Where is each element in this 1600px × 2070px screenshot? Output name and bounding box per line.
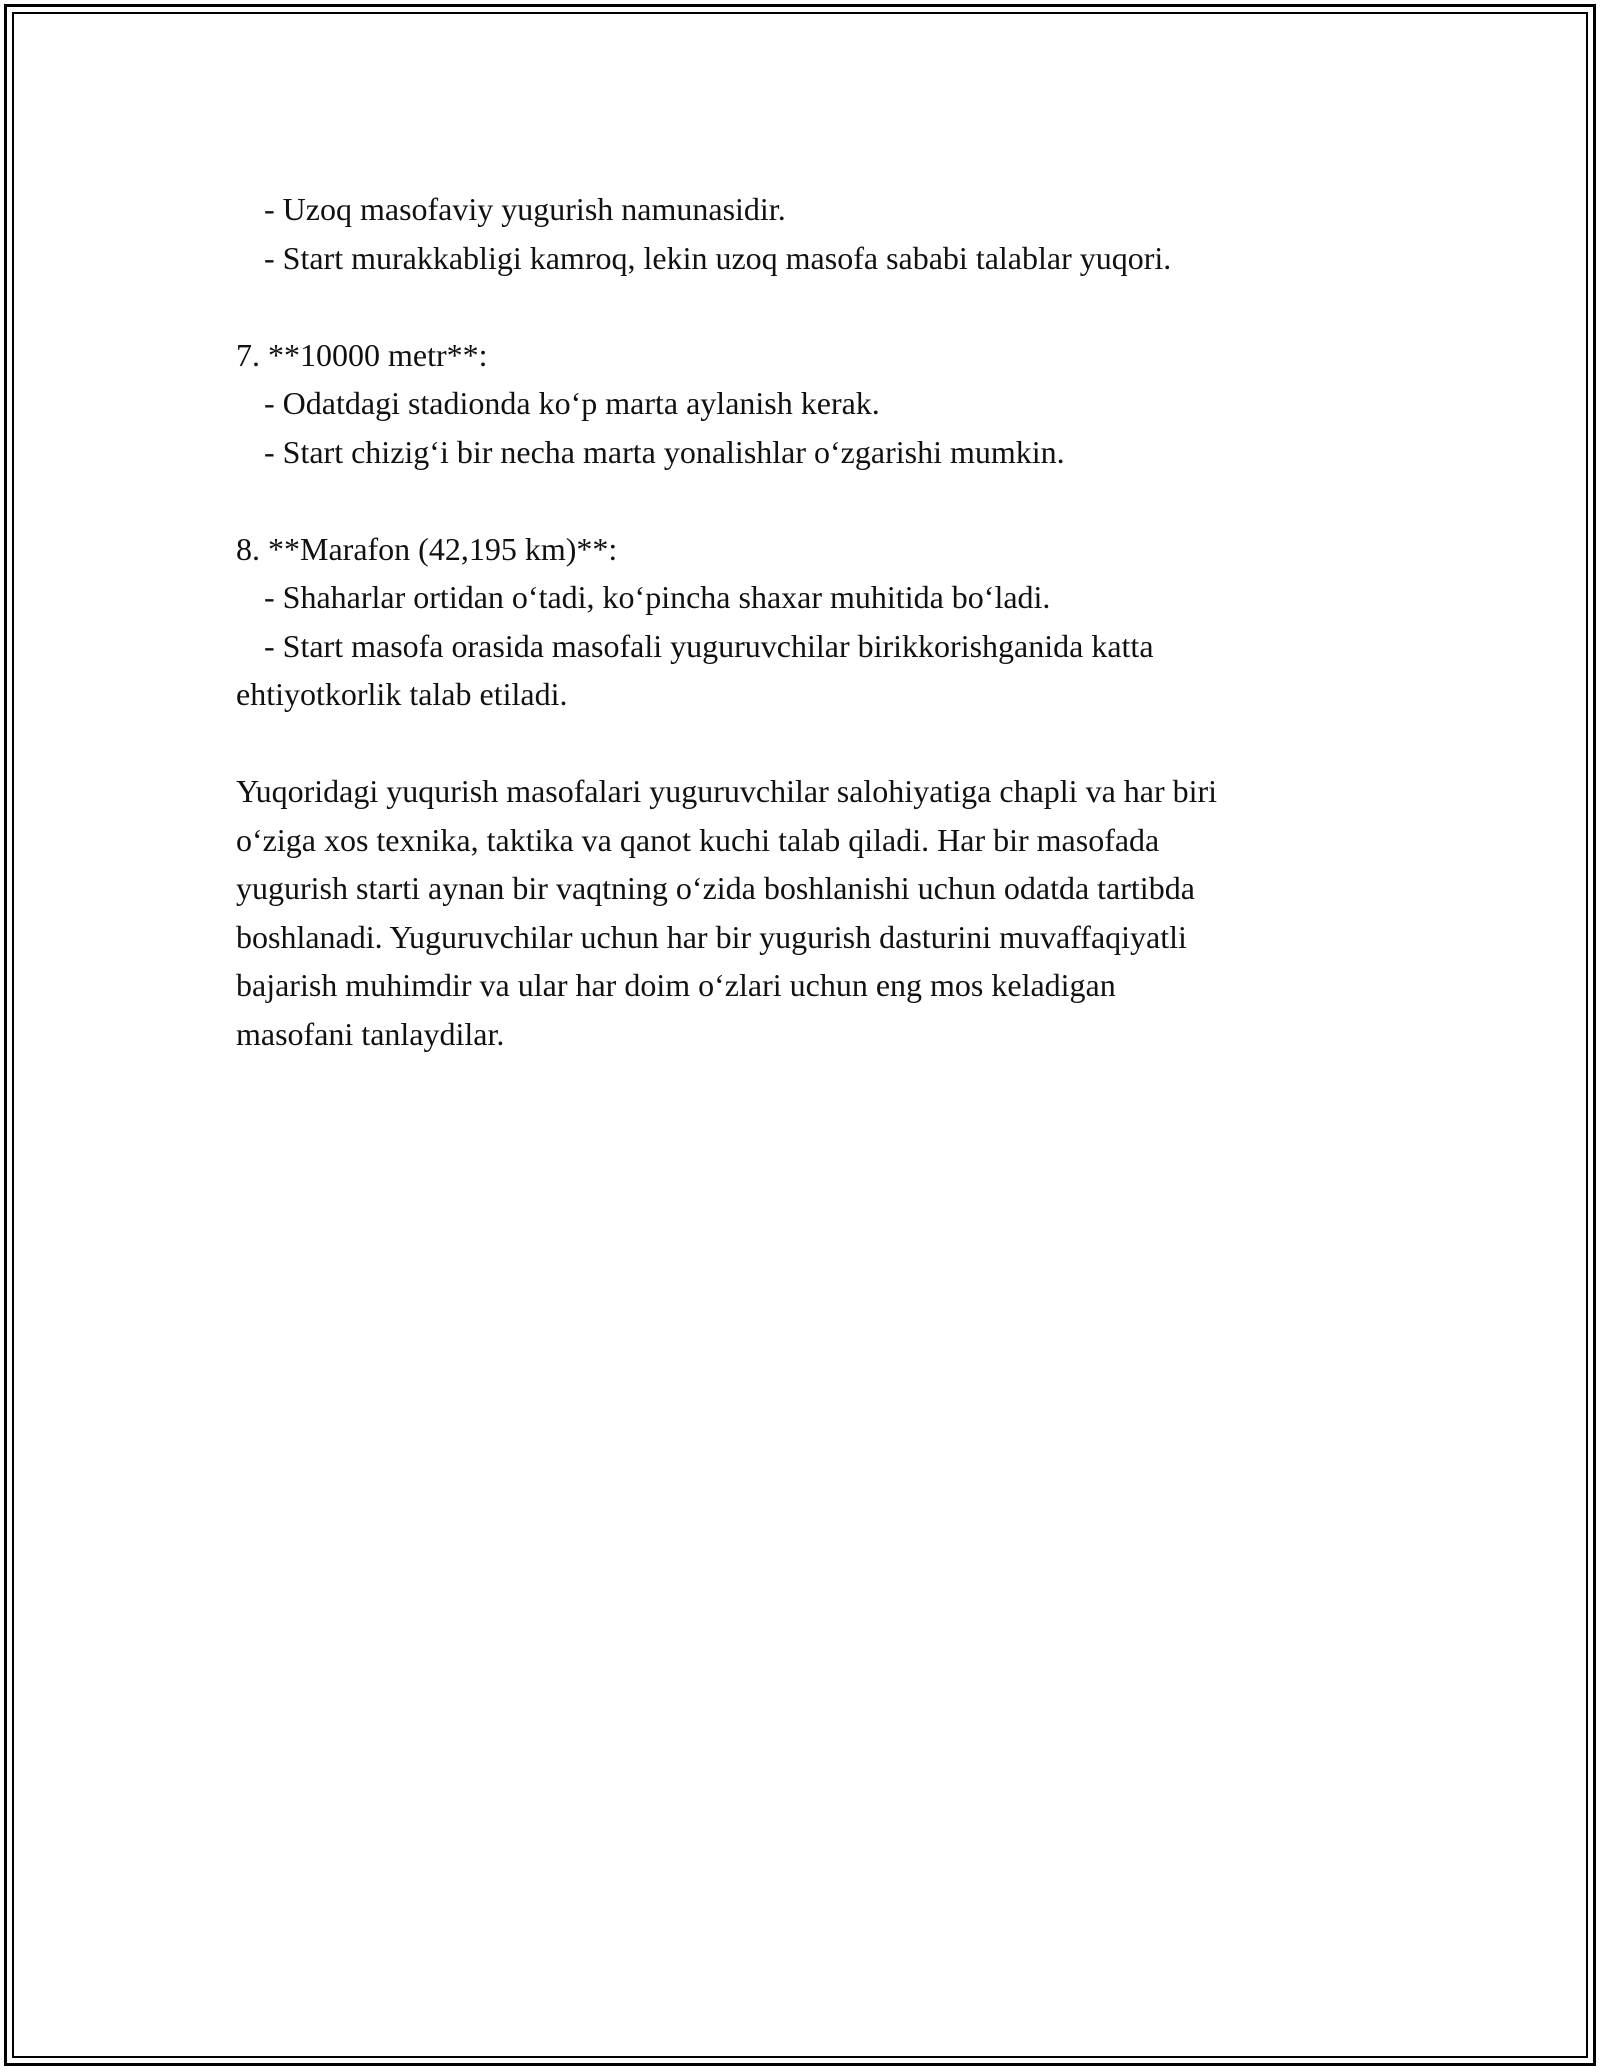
section7-bullet: - Odatdagi stadionda ko‘p marta aylanish kerak.	[264, 385, 880, 421]
section6-bullet: - Start murakkabligi kamroq, lekin uzoq masofa sababi talablar yuqori.	[264, 239, 1172, 276]
section8-bullet-continuation: ehtiyotkorlik talab etiladi.	[236, 676, 568, 712]
paragraph-gap	[236, 282, 1376, 331]
conclusion-line: bajarish muhimdir va ular har doim o‘zlari uchun eng mos keladigan	[236, 967, 1116, 1003]
document-body	[236, 185, 1376, 1058]
section8-bullet: - Shaharlar ortidan o‘tadi, ko‘pincha shaxar muhitida bo‘ladi.	[264, 579, 1051, 615]
paragraph-gap	[236, 719, 1376, 768]
section7-heading: 7. **10000 metr**:	[236, 336, 488, 373]
conclusion-line: o‘ziga xos texnika, taktika va qanot kuchi talab qiladi. Har bir masofada	[236, 821, 1160, 858]
paragraph-gap	[236, 476, 1376, 525]
section6-bullet: - Uzoq masofaviy yugurish namunasidir.	[264, 191, 786, 227]
conclusion-paragraph	[236, 767, 1376, 1058]
section8-heading: 8. **Marafon (42,195 km)**:	[236, 530, 618, 567]
conclusion-line: yugurish starti aynan bir vaqtning o‘zida boshlanishi uchun odatda tartibda	[236, 870, 1195, 906]
conclusion-line: boshlanadi. Yuguruvchilar uchun har bir yugurish dasturini muvaffaqiyatli	[236, 918, 1187, 955]
section7-bullet: - Start chizig‘i bir necha marta yonalishlar o‘zgarishi mumkin.	[264, 433, 1065, 470]
section8-bullet: - Start masofa orasida masofali yuguruvchilar birikkorishganida katta	[264, 627, 1154, 664]
conclusion-line: masofani tanlaydilar.	[236, 1015, 505, 1052]
conclusion-line: Yuqoridagi yuqurish masofalari yuguruvchilar salohiyatiga chapli va har biri	[236, 773, 1218, 809]
